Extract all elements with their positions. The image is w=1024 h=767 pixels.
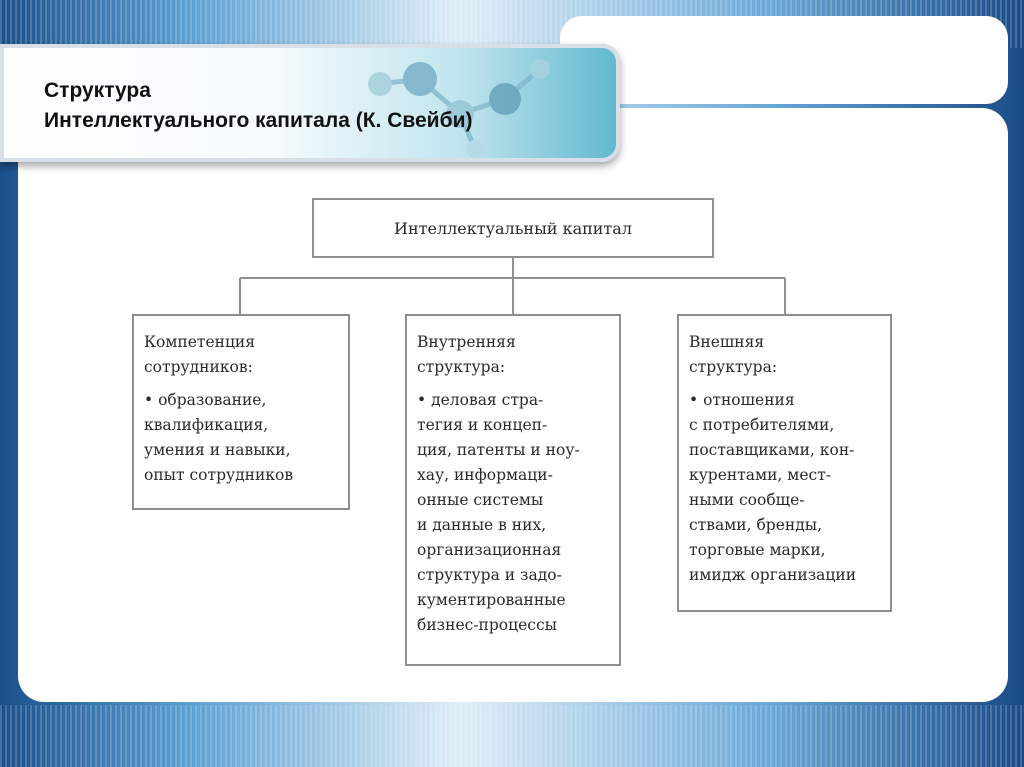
node-body: • деловая стра- тегия и концеп- ция, патенты и ноу- хау, информаци- онные системы и данные в них, организационная структура и задо- кументированные бизнес-процессы xyxy=(417,391,580,634)
node-intellectual-capital: Интеллектуальный капитал xyxy=(312,198,714,258)
title-line-2-rest: (К. Свейби) xyxy=(349,109,473,132)
node-internal-structure xyxy=(405,314,621,666)
title-line-1: Структура xyxy=(44,79,151,102)
node-employee-competence xyxy=(132,314,350,510)
node-heading: Внешняя структура: xyxy=(689,333,778,376)
node-heading: Компетенция сотрудников: xyxy=(144,333,256,376)
node-heading: Внутренняя структура: xyxy=(417,333,516,376)
node-external-structure xyxy=(677,314,892,612)
node-body: • образование, квалификация, умения и навыки, опыт сотрудников xyxy=(144,391,294,484)
title-line-2-bold: Интеллектуального капитала xyxy=(44,109,350,132)
node-body: • отношения с потребителями, поставщиками, кон- курентами, мест- ными сообще- ствами, бренды, торговые марки, имидж организации xyxy=(689,391,857,584)
